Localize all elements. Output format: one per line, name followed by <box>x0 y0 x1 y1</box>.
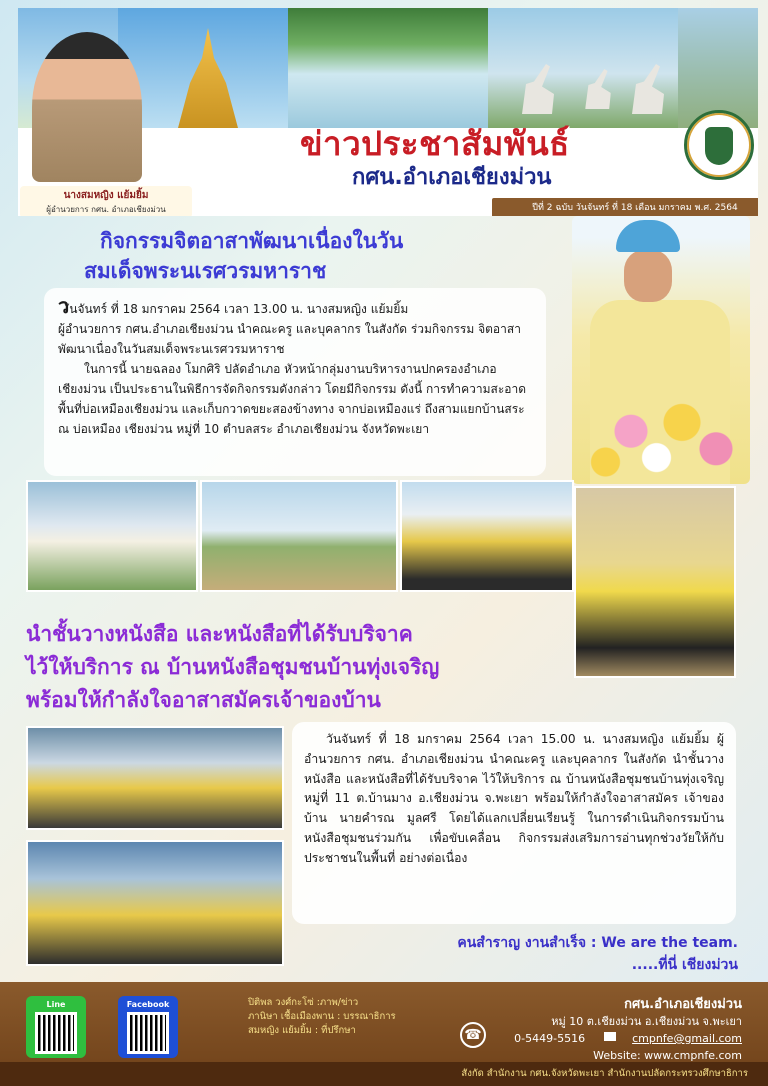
dinosaur-park-photo <box>488 8 688 128</box>
facebook-qr-icon[interactable] <box>118 996 178 1058</box>
qr-code <box>127 1012 169 1054</box>
stupa-shape <box>178 28 238 128</box>
section2-heading-line1: นำชั้นวางหนังสือ และหนังสือที่ได้รับบริจาค <box>26 622 413 646</box>
phone-number: 0-5449-5516 <box>514 1032 586 1045</box>
slogan-line2: .....ที่นี่ เชียงม่วน <box>631 957 738 973</box>
section1-paragraph2: ในการนี้ นายฉลอง โมกศิริ ปลัดอำเภอ หัวหน้ากลุ่มงานบริหารงานปกครองอำเภอเชียงม่วน เป็นประธานในพิธีการจัดกิจกรรมดังกล่าว โดยมีกิจกรรม ดังนี้ การทำความสะอาดพื้นที่บ่อเหมืองเชียงม่วน และเก็บกวาดขยะสองข้างทาง จากบ่อเหมืองแร่ ถึงสามแยกบ้านสระ ณ บ่อเหมือง เชียงม่วน หมู่ที่ 10 ตำบลสระ อำเภอเชียงม่วน จังหวัดพะเยา <box>58 362 527 436</box>
section1-first-line: ันจันทร์ ที่ 18 มกราคม 2564 เวลา 13.00 น. นางสมหญิง แย้มยิ้ม <box>69 302 409 316</box>
speaker-face <box>624 250 672 302</box>
contact-phone-email <box>460 1030 742 1047</box>
community-library-photo <box>26 840 284 966</box>
issue-info: ปีที่ 2 ฉบับ วันจันทร์ ที่ 18 เดือน มกราคม พ.ศ. 2564 <box>492 198 758 216</box>
agency-line: สังกัด สำนักงาน กศน.จังหวัดพะเยา สำนักงานปลัดกระทรวงศึกษาธิการ <box>461 1068 748 1079</box>
section2-body <box>292 722 736 924</box>
line-qr-icon[interactable] <box>26 996 86 1058</box>
section1-heading-line2: สมเด็จพระนเรศวรมหาราช <box>84 259 327 283</box>
stupa-photo <box>118 8 298 128</box>
flower-bouquet <box>580 396 750 484</box>
litter-pickup-photo <box>574 486 736 678</box>
waterfall-photo <box>288 8 498 128</box>
director-role: ผู้อำนวยการ กศน. อำเภอเชียงม่วน <box>46 205 166 214</box>
org-name: กศน.อำเภอเชียงม่วน <box>624 997 742 1012</box>
dinosaur-statue <box>582 69 614 109</box>
director-name: นางสมหญิง แย้มยิ้ม <box>63 190 149 201</box>
email-link[interactable]: cmpnfe@gmail.com <box>632 1032 742 1045</box>
section2-heading-line3: พร้อมให้กำลังใจอาสาสมัครเจ้าของบ้าน <box>26 688 381 712</box>
footer <box>0 982 768 1086</box>
section2-heading-line2: ไว้ให้บริการ ณ บ้านหนังสือชุมชนบ้านทุ่งเจริญ <box>26 655 440 679</box>
phone-icon: ☎ <box>460 1022 486 1048</box>
speaker-cap <box>616 220 680 252</box>
slogan-line1: คนสำราญ งานสำเร็จ : We are the team. <box>457 935 738 951</box>
line-qr-label: Line <box>46 1000 66 1009</box>
section1-heading <box>84 226 570 286</box>
section1-body <box>44 288 546 476</box>
director-caption <box>20 186 192 216</box>
section1-heading-line1: กิจกรรมจิตอาสาพัฒนาเนื่องในวัน <box>100 229 404 253</box>
agency-logo-icon <box>684 110 754 180</box>
website-link[interactable]: Website: www.cmpnfe.com <box>593 1049 742 1062</box>
credit-editor: ภานิษา เชื้อเมืองพาน : บรรณาธิการ <box>248 1011 396 1022</box>
credit-photo-news: ปิติพล วงศ์กะโซ่ :ภาพ/ข่าว <box>248 997 359 1008</box>
dropcap: ว <box>58 294 70 318</box>
speaker-photo <box>572 216 750 484</box>
volunteer-assembly-photo <box>200 480 398 592</box>
volunteer-group-photo <box>400 480 574 592</box>
logo-emblem <box>705 127 733 165</box>
credits <box>248 996 438 1038</box>
header <box>18 8 758 216</box>
credit-advisor: สมหญิง แย้มยิ้ม : ที่ปรึกษา <box>248 1025 356 1036</box>
book-donation-group-photo <box>26 726 284 830</box>
newsletter-subtitle: กศน.อำเภอเชียงม่วน <box>352 165 552 190</box>
contact-info <box>460 996 742 1064</box>
slogan <box>392 932 738 976</box>
section1-text: ผู้อำนวยการ กศน.อำเภอเชียงม่วน นำคณะครู และบุคลากร ในสังกัด ร่วมกิจกรรม จิตอาสาพัฒนาเนื่องในวันสมเด็จพระนเรศวรมหาราช <box>58 322 521 356</box>
newsletter-title: ข่าวประชาสัมพันธ์ <box>300 124 570 163</box>
section2-paragraph: วันจันทร์ ที่ 18 มกราคม 2564 เวลา 15.00 น. นางสมหญิง แย้มยิ้ม ผู้อำนวยการ กศน. อำเภอเชียงม่วน นำคณะครู และบุคลากร ในสังกัด นำชั้นวางหนังสือ และหนังสือที่ได้รับบริจาค ไว้ให้บริการ ณ บ้านหนังสือชุมชนบ้านทุ่งเจริญ หมู่ที่ 11 ต.บ้านมาง อ.เชียงม่วน จ.พะเยา พร้อมให้กำลังใจอาสาสมัคร เจ้าของบ้าน นายคำรณ มูลศรี โดยได้แลกเปลี่ยนเรียนรู้ ในการดำเนินกิจกรรมบ้านหนังสือชุมชนร่วมกัน เพื่อขับเคลื่อน กิจกรรมส่งเสริมการอ่านทุกช่วงวัยให้กับประชาชนในพื้นที่ อย่างต่อเนื่อง <box>304 732 724 865</box>
qr-code <box>35 1012 77 1054</box>
section1-paragraph1 <box>58 296 532 359</box>
dinosaur-statue <box>628 64 668 114</box>
masthead <box>300 124 680 194</box>
section2-heading <box>26 618 566 717</box>
facebook-qr-label: Facebook <box>126 1000 170 1009</box>
director-portrait <box>32 32 142 182</box>
org-address: หมู่ 10 ต.เชียงม่วน อ.เชียงม่วน จ.พะเยา <box>551 1015 742 1028</box>
section1-photo-row <box>26 480 574 592</box>
ceremony-altar-photo <box>26 480 198 592</box>
dinosaur-statue <box>518 64 558 114</box>
